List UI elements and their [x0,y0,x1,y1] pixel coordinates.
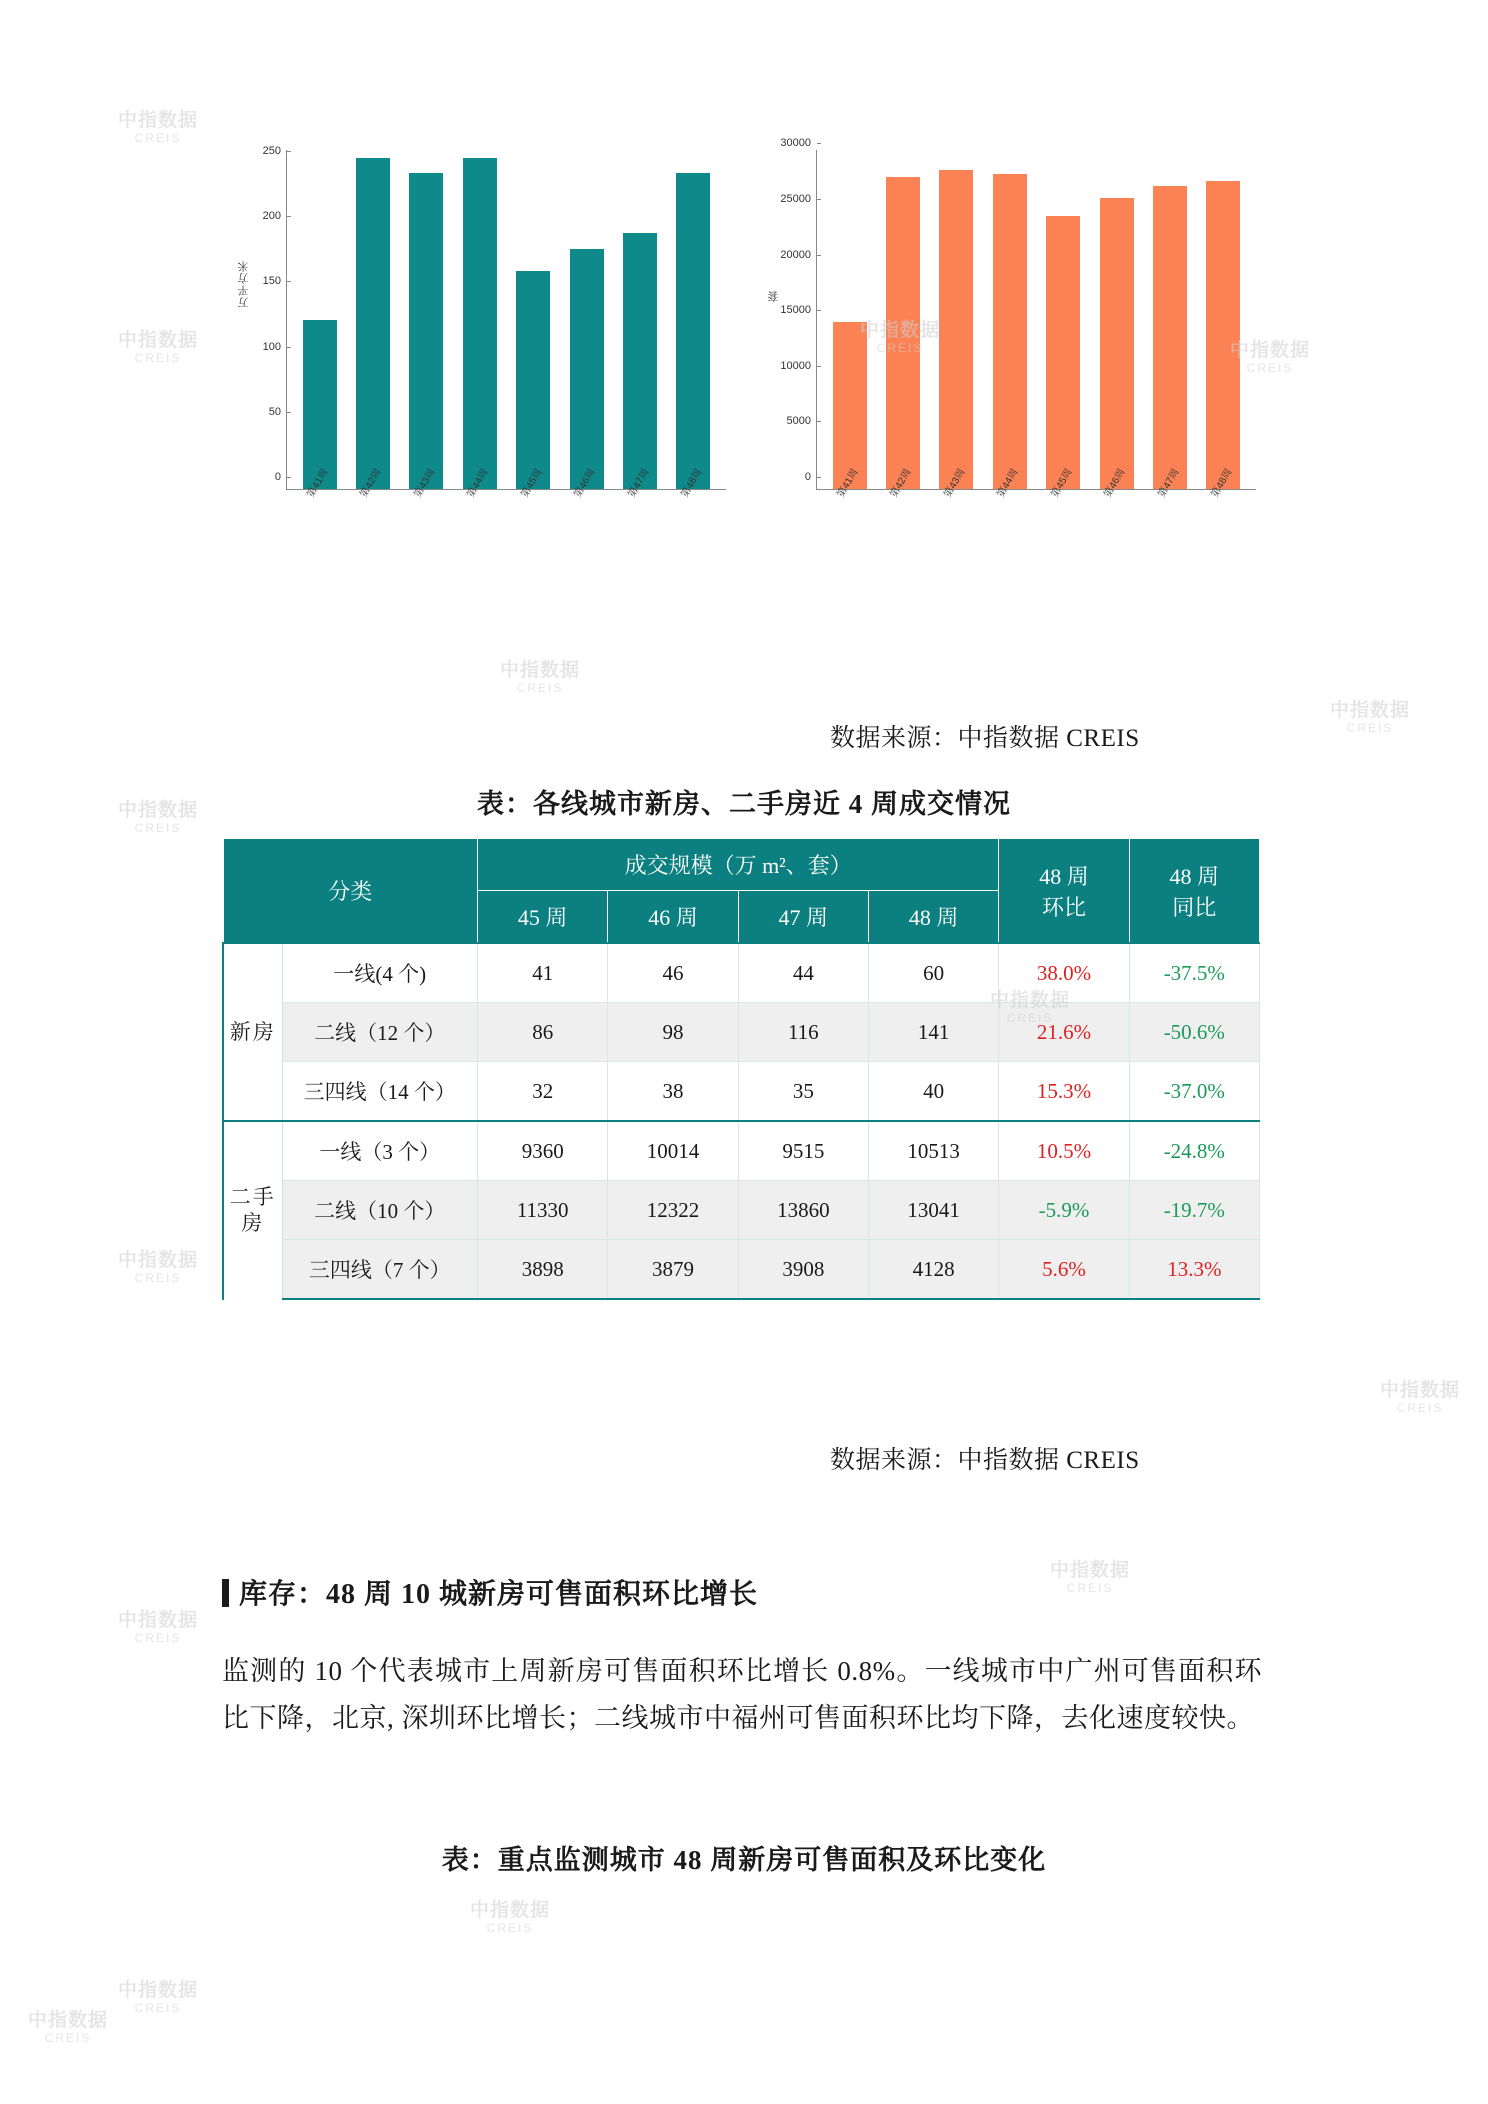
table-source-note: 数据来源：中指数据 CREIS [830,1447,1140,1474]
table-row [223,943,1260,1003]
bar-item [676,150,710,489]
table-row [223,1181,1260,1240]
cell-yoy: -24.8% [1129,1121,1259,1181]
cell-week46: 3879 [608,1240,738,1300]
cell-mom: 10.5% [999,1121,1129,1181]
x-tick-label: 第44周 [465,467,491,500]
x-tick-label: 第41周 [835,467,861,500]
chart-left-bars [287,150,726,489]
x-tick-label: 第45周 [519,467,545,500]
header-yoy [1129,839,1259,944]
chart-right-ylabel: 套 [768,290,780,302]
chart-right-bars [817,150,1256,489]
x-tick-label: 第42周 [358,467,384,500]
bar-item [623,150,657,489]
cell-week46: 12322 [608,1181,738,1240]
cell-yoy: -37.0% [1129,1062,1259,1122]
x-tick-label: 第46周 [572,467,598,500]
x-tick-label: 第48周 [1209,467,1235,500]
inventory-table-title: 表：重点监测城市 48 周新房可售面积及环比变化 [441,1845,1047,1875]
cell-yoy: -50.6% [1129,1003,1259,1062]
ytick: 25000 [780,193,817,205]
cell-week45: 11330 [478,1181,608,1240]
ytick: 10000 [780,360,817,372]
bar-item [993,150,1027,489]
cell-week45: 9360 [478,1121,608,1181]
x-tick-label: 第43周 [412,467,438,500]
ytick: 0 [805,471,817,483]
watermark-layer: 中指数据 CREIS 中指数据 CREIS 中指数据 CREIS 中指数据 CREIS 中指数据 CREIS 中指数据 CREIS 中指数据 CREIS 中指数据 CREIS 中指数据 CREIS 中指数据 CREIS 中指数据 CREIS 中指数据 CREIS 中指数据 CREIS 中指数据 CREIS 中指数据 CREIS [28,110,1461,2045]
header-week-45: 45 周 [478,891,608,944]
row-group-new-home: 新房 [223,943,282,1121]
chart-right-plot [780,137,1256,490]
cell-week45: 3898 [478,1240,608,1300]
cell-week48: 141 [868,1003,998,1062]
cell-week45: 32 [478,1062,608,1122]
x-tick-label: 第43周 [942,467,968,500]
chart-left-xlabels [286,467,726,552]
inventory-paragraph: 监测的 10 个代表城市上周新房可售面积环比增长 0.8%。一线城市中广州可售面积环比下降，北京, 深圳环比增长；二线城市中福州可售面积环比均下降，去化速度较快。 [222,1656,1262,1734]
table-title: 表：各线城市新房、二手房近 4 周成交情况 [477,789,1011,819]
table-row [223,1062,1260,1122]
cell-mom: 15.3% [999,1062,1129,1122]
heading-bar-icon [222,1579,229,1607]
bar-item [570,150,604,489]
ytick: 100 [263,341,287,353]
bar-item [1046,150,1080,489]
row-category: 二线（12 个） [282,1003,477,1062]
bar-item [886,150,920,489]
cell-week48: 10513 [868,1121,998,1181]
cell-week47: 9515 [738,1121,868,1181]
row-category: 一线（3 个） [282,1121,477,1181]
inventory-heading [222,1572,758,1612]
header-week-48: 48 周 [868,891,998,944]
chart-source-note: 数据来源：中指数据 CREIS [830,725,1140,752]
cell-week47: 44 [738,943,868,1003]
row-category: 三四线（7 个） [282,1240,477,1300]
cell-week48: 40 [868,1062,998,1122]
ytick: 50 [269,406,287,418]
ytick: 30000 [780,137,817,149]
chart-left-ylabel: 万平方米 [238,260,250,308]
cell-week47: 13860 [738,1181,868,1240]
ytick: 15000 [780,304,817,316]
cell-mom: 38.0% [999,943,1129,1003]
x-tick-label: 第48周 [679,467,705,500]
header-scale-group: 成交规模（万 m²、套） [478,839,999,891]
table-row [223,1121,1260,1181]
cell-week46: 10014 [608,1121,738,1181]
ytick: 0 [275,471,287,483]
chart-new-home-area [230,140,750,540]
header-yoy-line1: 48 周 [1169,863,1220,889]
bar-item [409,150,443,489]
x-tick-label: 第45周 [1049,467,1075,500]
cell-mom: -5.9% [999,1181,1129,1240]
x-tick-label: 第44周 [995,467,1021,500]
cell-yoy: -37.5% [1129,943,1259,1003]
cell-week45: 86 [478,1003,608,1062]
table-row [223,1240,1260,1300]
chart-second-hand-units [760,137,1280,540]
cell-week48: 60 [868,943,998,1003]
bar-item [1206,150,1240,489]
chart-left-plot [262,145,726,490]
cell-week47: 3908 [738,1240,868,1300]
ytick: 250 [263,145,287,157]
bar-item [1100,150,1134,489]
ytick: 5000 [787,415,817,427]
chart-right-xlabels [816,467,1256,552]
row-category: 二线（10 个） [282,1181,477,1240]
x-tick-label: 第46周 [1102,467,1128,500]
cell-week47: 35 [738,1062,868,1122]
bar-item [1153,150,1187,489]
row-category: 三四线（14 个） [282,1062,477,1122]
cell-week45: 41 [478,943,608,1003]
header-week-46: 46 周 [608,891,738,944]
header-mom [999,839,1129,944]
table-header-row-1 [223,839,1260,891]
cell-week46: 38 [608,1062,738,1122]
table-row [223,1003,1260,1062]
cell-week48: 4128 [868,1240,998,1300]
header-mom-line1: 48 周 [1039,863,1089,889]
cell-week46: 98 [608,1003,738,1062]
cell-yoy: -19.7% [1129,1181,1259,1240]
row-group-second-hand: 二手房 [223,1121,282,1299]
bar-item [463,150,497,489]
header-category: 分类 [223,839,478,944]
cell-week48: 13041 [868,1181,998,1240]
cell-mom: 21.6% [999,1003,1129,1062]
x-tick-label: 第42周 [888,467,914,500]
bar-item [303,150,337,489]
cell-week47: 116 [738,1003,868,1062]
ytick: 20000 [780,249,817,261]
cell-mom: 5.6% [999,1240,1129,1300]
x-tick-label: 第47周 [1156,467,1182,500]
x-tick-label: 第41周 [305,467,331,500]
inventory-heading-text: 库存：48 周 10 城新房可售面积环比增长 [239,1579,759,1610]
bar-item [939,150,973,489]
cell-week46: 46 [608,943,738,1003]
header-week-47: 47 周 [738,891,868,944]
ytick: 200 [263,210,287,222]
transaction-table [222,838,1260,1300]
header-mom-line2: 环比 [1041,894,1086,920]
bar-item [516,150,550,489]
bar-item [356,150,390,489]
charts-section [0,137,1488,560]
row-category: 一线(4 个) [282,943,477,1003]
header-yoy-line2: 同比 [1172,894,1217,920]
x-tick-label: 第47周 [626,467,652,500]
bar-item [833,150,867,489]
cell-yoy: 13.3% [1129,1240,1259,1300]
ytick: 150 [263,275,287,287]
